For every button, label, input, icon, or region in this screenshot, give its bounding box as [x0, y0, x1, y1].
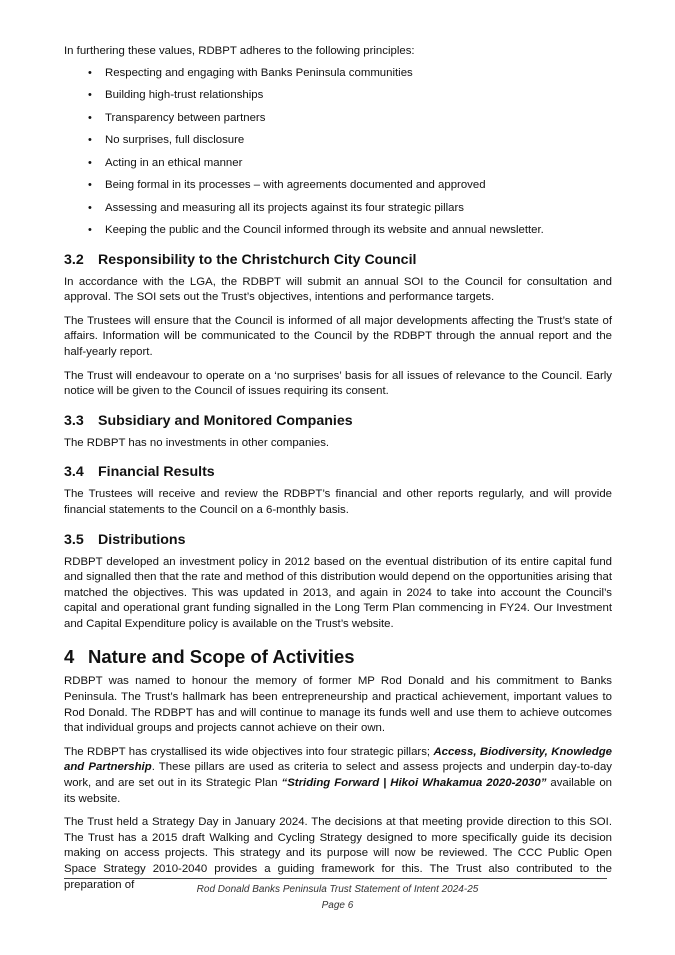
intro-paragraph: In furthering these values, RDBPT adheres to the following principles:: [64, 45, 415, 57]
list-item: • No surprises, full disclosure: [64, 133, 612, 149]
strategic-pillars-text: Access, Biodiversity, Knowledge and Partnership: [64, 745, 612, 774]
list-item: • Respecting and engaging with Banks Peninsula communities: [64, 66, 612, 82]
list-item: • Being formal in its processes – with agreements documented and approved: [64, 178, 612, 194]
bullet-icon: •: [88, 201, 92, 214]
paragraph: The Trustees will ensure that the Council is informed of all major developments affecting the Trust’s state of affairs. Information will be communicated to the Council by the RDBPT through the annual report and the half-yearly report.: [64, 314, 612, 358]
principles-list: [64, 66, 612, 239]
section-heading-4: 4 Nature and Scope of Activities: [64, 646, 355, 668]
section-heading-3-5: 3.5 Distributions: [64, 531, 186, 548]
list-item: • Transparency between partners: [64, 111, 612, 127]
bullet-icon: •: [88, 66, 92, 79]
page-number: Page 6: [321, 900, 354, 911]
bullet-icon: •: [88, 89, 92, 102]
strategic-plan-title: “Striding Forward | Hikoi Whakamua 2020-2030”: [281, 777, 547, 790]
section-heading-3-2: 3.2 Responsibility to the Christchurch City Council: [64, 251, 417, 268]
list-item: • Acting in an ethical manner: [64, 156, 612, 172]
list-item: • Assessing and measuring all its projects against its four strategic pillars: [64, 201, 612, 217]
footer-divider: [64, 878, 607, 879]
bullet-icon: •: [88, 134, 92, 147]
bullet-icon: •: [88, 179, 92, 192]
list-item: • Building high-trust relationships: [64, 88, 612, 104]
footer-title: Rod Donald Banks Peninsula Trust Statement of Intent 2024-25: [196, 884, 479, 895]
list-item: • Keeping the public and the Council informed through its website and annual newsletter.: [64, 223, 612, 239]
paragraph: The RDBPT has no investments in other companies.: [64, 436, 330, 449]
paragraph: The RDBPT has crystallised its wide objectives into four strategic pillars; Access, Biodiversity, Knowledge and Partnership. These pillars are used as criteria to select and assess projects and underpin day-to-day work, and are set out in its Strategic Plan “Striding Forward | Hikoi Whakamua 2020-2030” available on its website.: [64, 745, 612, 805]
paragraph: In accordance with the LGA, the RDBPT will submit an annual SOI to the Council for consultation and approval. The SOI sets out the Trust’s objectives, intentions and performance targets.: [64, 275, 612, 304]
paragraph: RDBPT was named to honour the memory of former MP Rod Donald and his commitment to Banks Peninsula. The Trust’s hallmark has been entrepreneurship and practical achievement, important values to Rod Donald. The RDBPT has and will continue to manage its funds well and use them to achieve outcomes that individual groups and projects cannot achieve on their own.: [64, 675, 612, 735]
paragraph: The Trust held a Strategy Day in January 2024. The decisions at that meeting provide direction to this SOI. The Trust has a 2015 draft Walking and Cycling Strategy designed to more specifically guide its decision making on access projects. This strategy and its purpose will now be reviewed. The CCC Public Open Space Strategy 2010-2040 provides a guiding framework for this. The Trust also contributed to the preparation of: [64, 816, 612, 891]
document-body: [64, 44, 612, 901]
bullet-icon: •: [88, 111, 92, 124]
bullet-icon: •: [88, 156, 92, 169]
paragraph: The Trustees will receive and review the RDBPT’s financial and other reports regularly, and will provide financial statements to the Council on a 6-monthly basis.: [64, 488, 612, 516]
bullet-icon: •: [88, 223, 92, 236]
paragraph: The Trust will endeavour to operate on a ‘no surprises’ basis for all issues of relevance to the Council. Early notice will be given to the Council of issues requiring its consent.: [64, 369, 612, 398]
section-heading-3-4: 3.4 Financial Results: [64, 464, 215, 481]
paragraph: RDBPT developed an investment policy in 2012 based on the eventual distribution of its entire capital fund and signalled then that the rate and method of this distribution would depend on the opportunities arising that matched the objectives. This was updated in 2013, and again in 2024 to take into account the Council’s capital and operational grant funding signalled in the Long Term Plan commencing in FY24. Our Investment and Capital Expenditure policy is available on the Trust’s website.: [64, 555, 612, 630]
section-heading-3-3: 3.3 Subsidiary and Monitored Companies: [64, 412, 353, 429]
